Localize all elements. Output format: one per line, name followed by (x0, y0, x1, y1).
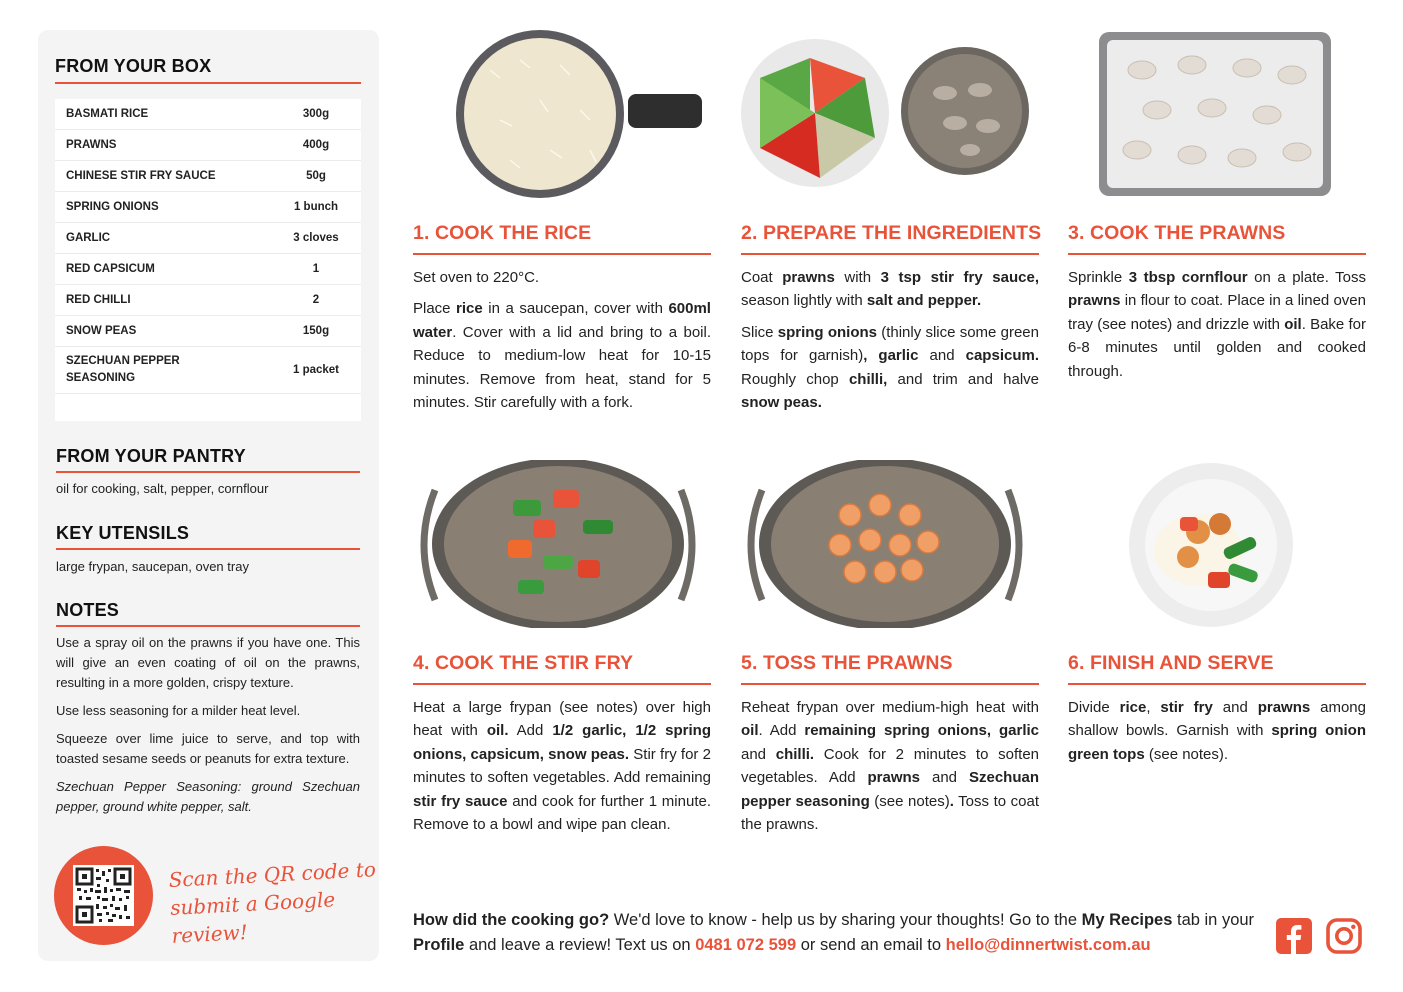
notes-list (56, 633, 360, 825)
step-text: with (834, 269, 881, 286)
finished-dish-photo (1128, 462, 1294, 628)
ingredient-qty: 1 packet (292, 364, 340, 376)
step-paragraph (1068, 696, 1366, 766)
footer-text: We'd love to know - help us by sharing your thoughts! Go to the (609, 911, 1082, 929)
ingredient-name: RED CAPSICUM (66, 262, 155, 275)
step-rule (1068, 253, 1366, 255)
step-emphasis: rice (456, 300, 483, 318)
footer-emphasis: My Recipes (1081, 911, 1173, 929)
step-body (741, 696, 1039, 844)
ingredient-row (55, 347, 361, 394)
step-text: Cook for 2 minutes to soften vegetables. Add (741, 745, 1040, 787)
step-emphasis: 3 tsp stir fry sauce, (880, 269, 1039, 286)
footer-emphasis: Profile (413, 936, 465, 954)
step-emphasis: chilli, (848, 370, 888, 388)
step-emphasis: oil (741, 722, 759, 740)
step-emphasis: 3 tbsp cornflour (1128, 269, 1248, 286)
ingredient-qty: 1 bunch (293, 201, 339, 213)
step-emphasis: stir fry sauce (413, 792, 508, 810)
ingredient-qty: 50g (306, 170, 326, 182)
step-text: and (741, 745, 776, 763)
step-text: Divide (1068, 699, 1120, 716)
qr-badge[interactable] (54, 846, 153, 945)
utensils-title: KEY UTENSILS (56, 523, 190, 543)
step-emphasis: spring onion green tops (1068, 722, 1366, 763)
footer-text: and leave a review! Text us on (464, 936, 696, 954)
step-text: (thinly slice some green tops for garnish) (741, 323, 1039, 365)
ingredient-qty: 2 (312, 294, 320, 306)
step-body (1068, 696, 1366, 774)
note-item: Szechuan Pepper Seasoning: ground Szechuan pepper, ground white pepper, salt. (56, 779, 360, 814)
qr-caption (168, 855, 383, 950)
note-item: Squeeze over lime juice to serve, and top with toasted sesame seeds or peanuts for extra texture. (56, 731, 360, 766)
step-paragraph (741, 696, 1039, 836)
step-text: . Add (758, 722, 805, 740)
step-emphasis: rice (1119, 699, 1147, 716)
prawns-tray-photo (1097, 30, 1333, 198)
step-text: Toss to coat the prawns. (741, 792, 1039, 834)
pantry-rule (56, 471, 360, 473)
step-text: Roughly chop (741, 370, 849, 388)
step-text: Heat a large frypan (see notes) over high heat with (413, 699, 711, 740)
instagram-icon[interactable] (1326, 918, 1362, 954)
note-item: Use a spray oil on the prawns if you have one. This will give an even coating of oil on the prawns, resulting in a more golden, crispy texture. (56, 635, 360, 690)
step-paragraph (741, 321, 1039, 415)
step-emphasis: salt and pepper. (866, 292, 982, 310)
step-emphasis: chilli. (775, 745, 815, 763)
step-rule (413, 253, 711, 255)
step-rule (741, 253, 1039, 255)
box-title: FROM YOUR BOX (55, 56, 212, 76)
ingredient-name: SNOW PEAS (66, 324, 137, 337)
sidebar (38, 30, 379, 961)
step-emphasis: oil. (486, 722, 509, 740)
ingredient-qty: 300g (302, 108, 330, 120)
qr-code-icon[interactable] (73, 865, 134, 926)
step-title: 5. TOSS THE PRAWNS (741, 652, 953, 674)
step-body (413, 696, 711, 844)
step-emphasis: Szechuan pepper seasoning (741, 769, 1039, 810)
ingredient-qty: 150g (302, 325, 330, 337)
utensils-rule (56, 548, 360, 550)
step-text: Coat (741, 269, 783, 286)
step-emphasis: prawns (867, 769, 921, 787)
ingredient-name: GARLIC (66, 231, 111, 244)
ingredient-qty: 400g (302, 139, 330, 151)
ingredient-row (55, 130, 361, 161)
contact-link[interactable]: hello@dinnertwist.com.au (945, 936, 1151, 954)
notes-rule (56, 625, 360, 627)
footer-text: or send an email to (796, 936, 946, 954)
ingredient-name: BASMATI RICE (66, 107, 149, 120)
step-text: Slice (741, 323, 778, 341)
step-text: and (1212, 699, 1258, 716)
step-emphasis: prawns (1257, 699, 1311, 716)
step-rule (413, 683, 711, 685)
step-body (741, 266, 1039, 422)
step-text: , (1146, 699, 1161, 716)
step-text: and cook for further 1 minute. Remove to a bowl and wipe pan clean. (413, 792, 711, 834)
step-emphasis: remaining spring onions, garlic (804, 722, 1039, 740)
step-rule (741, 683, 1039, 685)
ingredient-row (55, 285, 361, 316)
step-text: on a plate. Toss (1247, 269, 1367, 286)
ingredients-table (55, 99, 361, 421)
step-paragraph (1068, 266, 1366, 383)
step-title: 6. FINISH AND SERVE (1068, 652, 1274, 674)
footer-text: tab in your (1172, 911, 1255, 929)
step-rule (1068, 683, 1366, 685)
ingredient-name: PRAWNS (66, 138, 117, 151)
step-text: Sprinkle (1068, 269, 1129, 286)
ingredient-name: CHINESE STIR FRY SAUCE (66, 169, 216, 182)
ingredient-name: RED CHILLI (66, 293, 131, 306)
ingredient-row (55, 161, 361, 192)
ingredient-name: SZECHUAN PEPPER SEASONING (66, 355, 180, 384)
step-text: Add (508, 722, 553, 740)
step-title: 3. COOK THE PRAWNS (1068, 222, 1286, 244)
qr-caption-line: submit a Google review! (169, 887, 336, 948)
note-item: Use less seasoning for a milder heat level. (56, 703, 301, 718)
step-emphasis: capsicum. (965, 347, 1039, 365)
footer-emphasis: How did the cooking go? (413, 911, 610, 929)
ingredient-row (55, 316, 361, 347)
step-text: Stir fry for 2 minutes to soften vegetables. Add remaining (413, 745, 711, 787)
step-emphasis: spring onions (777, 323, 877, 341)
step-title: 1. COOK THE RICE (413, 222, 592, 244)
ingredient-name: SPRING ONIONS (66, 200, 159, 213)
ingredient-row (55, 99, 361, 130)
step-emphasis: oil (1284, 315, 1302, 333)
step-text: and trim and halve (887, 370, 1040, 388)
step-text: Reheat frypan over medium-high heat with (741, 699, 1039, 716)
step-body (1068, 266, 1366, 391)
step-emphasis: snow peas. (741, 394, 822, 412)
step-title: 4. COOK THE STIR FRY (413, 652, 634, 674)
step-text: and (920, 769, 969, 787)
step-title: 2. PREPARE THE INGREDIENTS (741, 222, 1042, 244)
rice-pot-photo (440, 30, 702, 198)
step-paragraph (413, 297, 711, 414)
box-title-rule (55, 82, 361, 84)
step-emphasis: . (949, 792, 954, 810)
step-paragraph (741, 266, 1039, 313)
contact-link[interactable]: 0481 072 599 (695, 936, 797, 954)
step-text: Place (413, 300, 457, 318)
step-text: (see notes). (1144, 745, 1229, 763)
ingredients-photo (740, 38, 1030, 188)
step-text: and (918, 347, 966, 365)
pantry-text: oil for cooking, salt, pepper, cornflour (56, 481, 269, 496)
step-emphasis: prawns (782, 269, 835, 286)
step-text: in a saucepan, cover with (482, 300, 669, 318)
stir-fry-photo (413, 460, 703, 628)
step-paragraph (413, 266, 711, 289)
step-emphasis: 1/2 garlic, 1/2 spring onions, capsicum, snow peas. (413, 722, 711, 763)
step-text: season lightly with (741, 292, 867, 310)
step-emphasis: , garlic (863, 347, 919, 365)
step-text: . Bake for 6-8 minutes until golden and cooked through. (1068, 315, 1366, 380)
facebook-icon[interactable] (1276, 918, 1312, 954)
ingredient-row (55, 254, 361, 285)
step-text: in flour to coat. Place in a lined oven tray (see notes) and drizzle with (1068, 292, 1366, 333)
step-emphasis: 600ml water (413, 300, 711, 341)
step-text: among shallow bowls. Garnish with (1068, 699, 1366, 740)
ingredient-row (55, 223, 361, 254)
ingredient-row (55, 192, 361, 223)
step-text: Set oven to 220°C. (413, 269, 540, 286)
step-text: . Cover with a lid and bring to a boil. Reduce to medium-low heat for 10-15 minutes. Remove from heat, stand for 5 minutes. Stir carefully with a fork. (413, 323, 711, 412)
ingredient-qty: 3 cloves (293, 232, 339, 244)
step-emphasis: prawns (1068, 292, 1121, 310)
ingredient-qty: 1 (312, 263, 320, 275)
step-emphasis: stir fry (1160, 699, 1213, 716)
qr-caption-line: Scan the QR code to (168, 857, 377, 892)
toss-prawns-photo (740, 460, 1030, 628)
pantry-title: FROM YOUR PANTRY (56, 446, 246, 466)
feedback-footer (413, 908, 1263, 958)
step-text: (see notes) (869, 792, 950, 810)
step-body (413, 266, 711, 422)
utensils-text: large frypan, saucepan, oven tray (56, 559, 249, 574)
step-paragraph (413, 696, 711, 836)
notes-title: NOTES (56, 600, 120, 620)
